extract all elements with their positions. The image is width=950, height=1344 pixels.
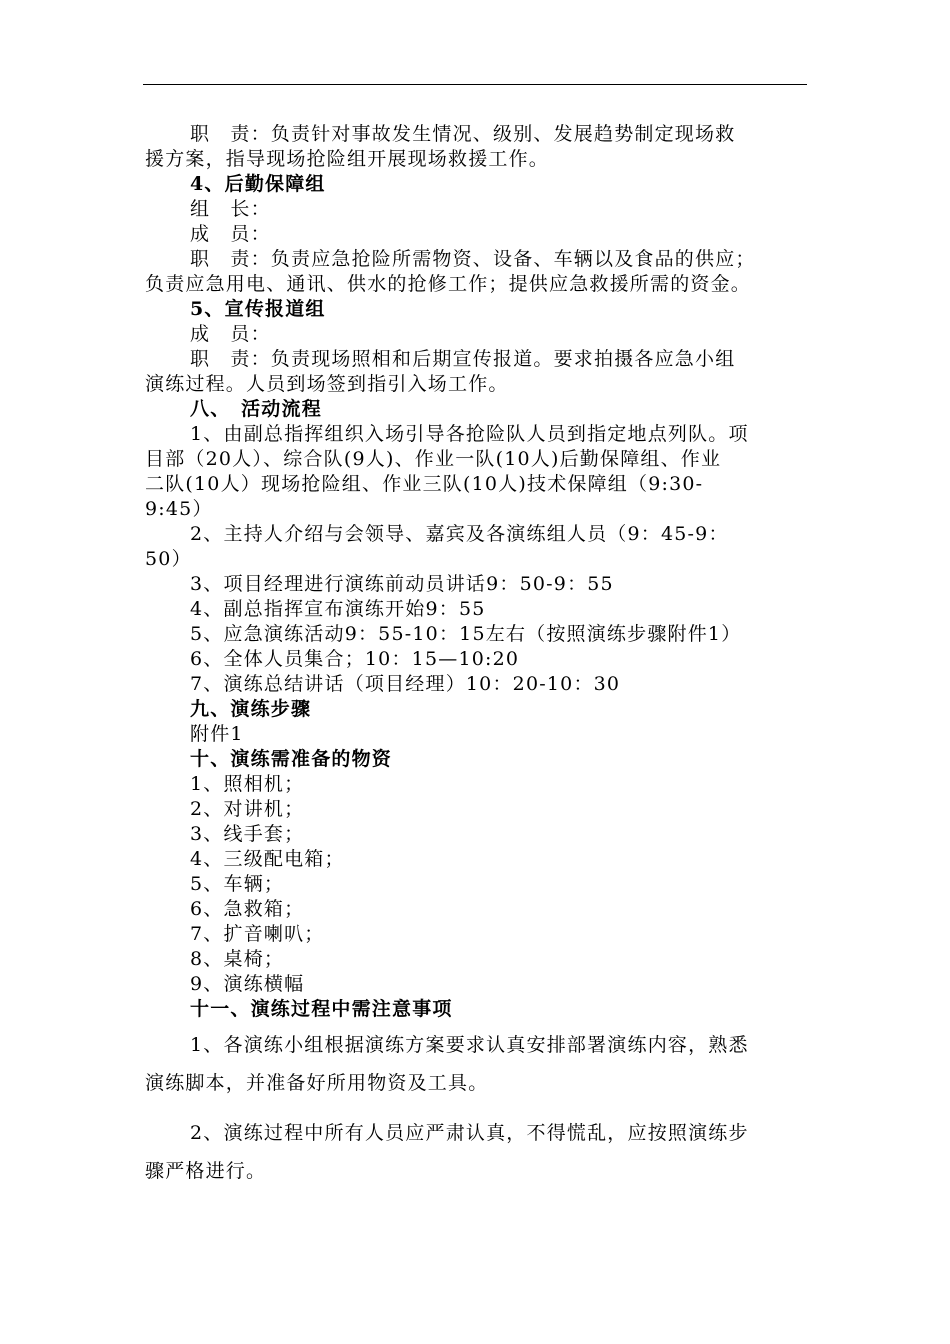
section-heading-11: 十一、演练过程中需注意事项: [190, 998, 453, 1020]
duty-line: 职 责：负责应急抢险所需物资、设备、车辆以及食品的供应；: [190, 248, 756, 270]
note-1-cont: 演练脚本，并准备好所用物资及工具。: [145, 1072, 489, 1094]
material-item: 6、急救箱；: [190, 898, 305, 920]
member-line: 成 员：: [190, 323, 271, 345]
duty-line-cont: 演练过程。人员到场签到指引入场工作。: [145, 373, 509, 395]
process-step-5: 5、应急演练活动9：55-10：15左右（按照演练步骤附件1）: [190, 623, 742, 645]
header-rule: [143, 84, 807, 85]
section-heading-8: 八、 活动流程: [190, 398, 322, 420]
process-step-7: 7、演练总结讲话（项目经理）10：20-10：30: [190, 673, 621, 695]
process-step-1-cont: 目部（20人）、综合队(9人)、作业一队(10人)后勤保障组、作业: [145, 448, 722, 470]
material-item: 1、照相机；: [190, 773, 305, 795]
material-item: 2、对讲机；: [190, 798, 305, 820]
material-item: 7、扩音喇叭；: [190, 923, 325, 945]
attachment-ref: 附件1: [190, 723, 244, 745]
process-step-3: 3、项目经理进行演练前动员讲话9：50-9：55: [190, 573, 614, 595]
notes-block: [145, 1026, 809, 1190]
process-step-1: 1、由副总指挥组织入场引导各抢险队人员到指定地点列队。项: [190, 423, 749, 445]
member-line: 成 员：: [190, 223, 271, 245]
section-heading-5: 5、宣传报道组: [190, 298, 326, 320]
duty-line-cont: 援方案，指导现场抢险组开展现场救援工作。: [145, 148, 550, 170]
section-heading-4: 4、后勤保障组: [190, 173, 326, 195]
process-step-4: 4、副总指挥宣布演练开始9：55: [190, 598, 486, 620]
material-item: 3、线手套；: [190, 823, 305, 845]
section-heading-9: 九、演练步骤: [190, 698, 312, 720]
note-2: 2、演练过程中所有人员应严肃认真，不得慌乱，应按照演练步: [190, 1122, 749, 1144]
note-1: 1、各演练小组根据演练方案要求认真安排部署演练内容，熟悉: [190, 1034, 749, 1056]
duty-line: 职 责：负责针对事故发生情况、级别、发展趋势制定现场救: [190, 123, 736, 145]
process-step-1-cont: 二队(10人）现场抢险组、作业三队(10人)技术保障组（9:30-: [145, 473, 704, 495]
section-heading-10: 十、演练需准备的物资: [190, 748, 393, 770]
material-item: 5、车辆；: [190, 873, 285, 895]
process-step-1-cont: 9:45）: [145, 498, 213, 520]
material-item: 8、桌椅；: [190, 948, 285, 970]
note-2-cont: 骤严格进行。: [145, 1160, 267, 1182]
material-item: 4、三级配电箱；: [190, 848, 345, 870]
document-body: [145, 122, 809, 1190]
material-item: 9、演练横幅: [190, 973, 305, 995]
leader-line: 组 长：: [190, 198, 271, 220]
process-step-2: 2、主持人介绍与会领导、嘉宾及各演练组人员（9：45-9：: [190, 523, 729, 545]
duty-line-cont: 负责应急用电、通讯、供水的抢修工作；提供应急救援所需的资金。: [145, 273, 752, 295]
process-step-6: 6、全体人员集合；10：15—10:20: [190, 648, 520, 670]
process-step-2-cont: 50）: [145, 548, 192, 570]
duty-line: 职 责：负责现场照相和后期宣传报道。要求拍摄各应急小组: [190, 348, 736, 370]
